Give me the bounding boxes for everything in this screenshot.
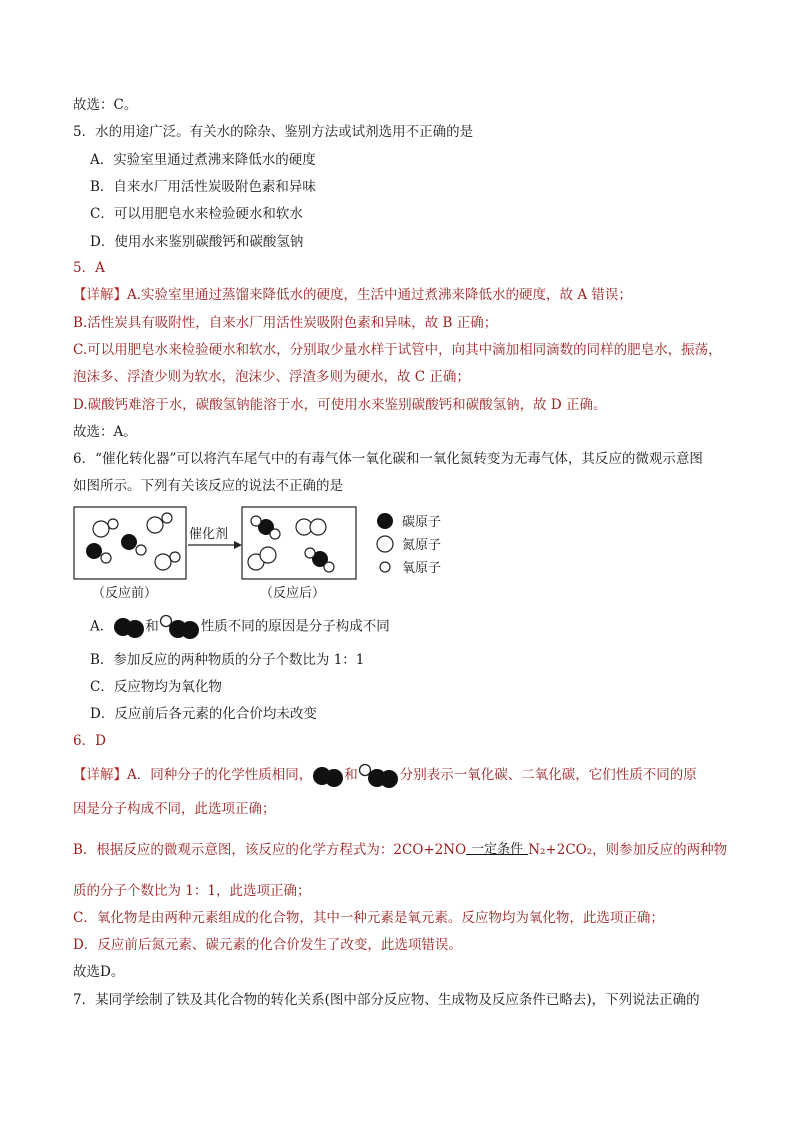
legend-nitrogen-label: 氮原子 xyxy=(402,538,442,553)
equation-condition xyxy=(466,838,528,864)
legend-oxygen-icon xyxy=(380,562,390,572)
oxygen-atom xyxy=(324,562,334,572)
q6-detail-a-and: 和 xyxy=(344,767,358,783)
legend-carbon-icon xyxy=(377,513,393,529)
arrow-label: 催化剂 xyxy=(189,527,229,542)
nitrogen-atom xyxy=(310,519,326,535)
q5-detail-c: C.可以用肥皂水来检验硬水和软水，分别取少量水样于试管中，向其中滴加相同滴数的同样的肥皂水，振荡， xyxy=(73,342,722,358)
nitrogen-atom xyxy=(155,554,171,570)
q7-stem: 7．某同学绘制了铁及其化合物的转化关系(图中部分反应物、生成物及反应条件已略去)，下列说法正确的 xyxy=(73,992,700,1008)
q6-stem-line-2: 如图所示。下列有关该反应的说法不正确的是 xyxy=(73,478,343,494)
q6-detail-b-line xyxy=(73,836,727,864)
q6-option-a xyxy=(90,614,390,640)
q6-option-b: B．参加反应的两种物质的分子个数比为 1：1 xyxy=(90,652,365,668)
q6-stem-line-1: 6．“催化转化器”可以将汽车尾气中的有毒气体一氧化碳和一氧化氮转变为无毒气体，其反应的微观示意图 xyxy=(73,451,703,467)
q5-answer: 5．A xyxy=(73,260,105,276)
equation-condition-text: 一定条件 xyxy=(471,841,524,857)
q6-detail-a-line xyxy=(73,762,697,789)
co-molecule-icon xyxy=(312,764,344,788)
carbon-atom xyxy=(121,534,137,550)
detail-tag: 【详解】 xyxy=(73,287,127,303)
q5-detail-line-1 xyxy=(73,285,632,305)
oxygen-atom xyxy=(101,553,111,563)
oxygen-atom xyxy=(251,516,261,526)
q6-detail-b-2: N₂+2CO₂，则参加反应的两种物 xyxy=(528,842,728,858)
co-molecule-icon xyxy=(113,615,145,639)
arrow-head xyxy=(234,541,242,549)
q6-detail-b-1: B．根据反应的微观示意图，该反应的化学方程式为：2CO+2NO xyxy=(73,842,467,858)
q5-stem: 5．水的用途广泛。有关水的除杂、鉴别方法或试剂选用不正确的是 xyxy=(73,124,474,140)
q5-detail-a: A.实验室里通过蒸馏来降低水的硬度，生活中通过煮沸来降低水的硬度，故 A 错误； xyxy=(127,287,632,303)
q6-option-a-and: 和 xyxy=(145,618,159,635)
q6-detail-b-3: 质的分子个数比为 1：1，此选项正确； xyxy=(73,883,311,899)
oxygen-atom xyxy=(136,545,146,555)
q6-answer: 6．D xyxy=(73,733,106,749)
q6-option-a-prefix: A． xyxy=(90,618,114,635)
q5-option-a: A．实验室里通过煮沸来降低水的硬度 xyxy=(90,152,316,168)
oxygen-atom xyxy=(170,552,180,562)
oxygen-atom xyxy=(162,513,172,523)
co2-molecule-icon xyxy=(159,614,201,640)
q6-option-a-text: 性质不同的原因是分子构成不同 xyxy=(200,618,390,635)
q5-detail-d: D.碳酸钙难溶于水，碳酸氢钠能溶于水，可使用水来鉴别碳酸钙和碳酸氢钠，故 D 正确。 xyxy=(73,397,607,413)
before-caption: （反应前） xyxy=(92,586,158,601)
legend-nitrogen-icon xyxy=(377,536,393,552)
oxygen-atom xyxy=(305,548,315,558)
nitrogen-atom xyxy=(260,547,276,563)
q6-detail-a-2: 分别表示一氧化碳、二氧化碳，它们性质不同的原 xyxy=(399,767,697,783)
after-caption: （反应后） xyxy=(260,586,326,601)
q6-detail-a-1: A．同种分子的化学性质相同， xyxy=(127,767,313,783)
oxygen-atom xyxy=(108,519,118,529)
q5-option-d: D．使用水来鉴别碳酸钙和碳酸氢钠 xyxy=(90,234,304,250)
q6-option-c: C．反应物均为氧化物 xyxy=(90,679,222,695)
co2-molecule-icon xyxy=(358,763,400,789)
q6-detail-a-3: 因是分子构成不同，此选项正确； xyxy=(73,801,276,817)
legend-oxygen-label: 氧原子 xyxy=(402,561,442,576)
equation-bar xyxy=(466,854,528,855)
q5-detail-c-cont: 泡沫多、浮渣少则为软水，泡沫少、浮渣多则为硬水，故 C 正确； xyxy=(73,369,470,385)
detail-tag: 【详解】 xyxy=(73,767,127,783)
q6-conclusion: 故选D。 xyxy=(73,964,125,980)
prev-conclusion: 故选：C。 xyxy=(73,97,138,113)
q5-detail-b: B.活性炭具有吸附性，自来水厂用活性炭吸附色素和异味，故 B 正确； xyxy=(73,315,498,331)
q6-option-d: D．反应前后各元素的化合价均未改变 xyxy=(90,706,317,722)
carbon-atom xyxy=(86,543,102,559)
nitrogen-atom xyxy=(147,517,163,533)
legend-carbon-label: 碳原子 xyxy=(402,515,442,530)
reaction-figure xyxy=(70,503,470,605)
oxygen-atom xyxy=(270,529,280,539)
q6-detail-d: D．反应前后氮元素、碳元素的化合价发生了改变，此选项错误。 xyxy=(73,937,462,953)
q5-option-b: B．自来水厂用活性炭吸附色素和异味 xyxy=(90,179,316,195)
q6-detail-c: C．氧化物是由两种元素组成的化合物，其中一种元素是氧元素。反应物均为氧化物，此选项正确； xyxy=(73,910,664,926)
q5-option-c: C．可以用肥皂水来检验硬水和软水 xyxy=(90,206,303,222)
q5-conclusion: 故选：A。 xyxy=(73,424,137,440)
nitrogen-atom xyxy=(93,521,109,537)
